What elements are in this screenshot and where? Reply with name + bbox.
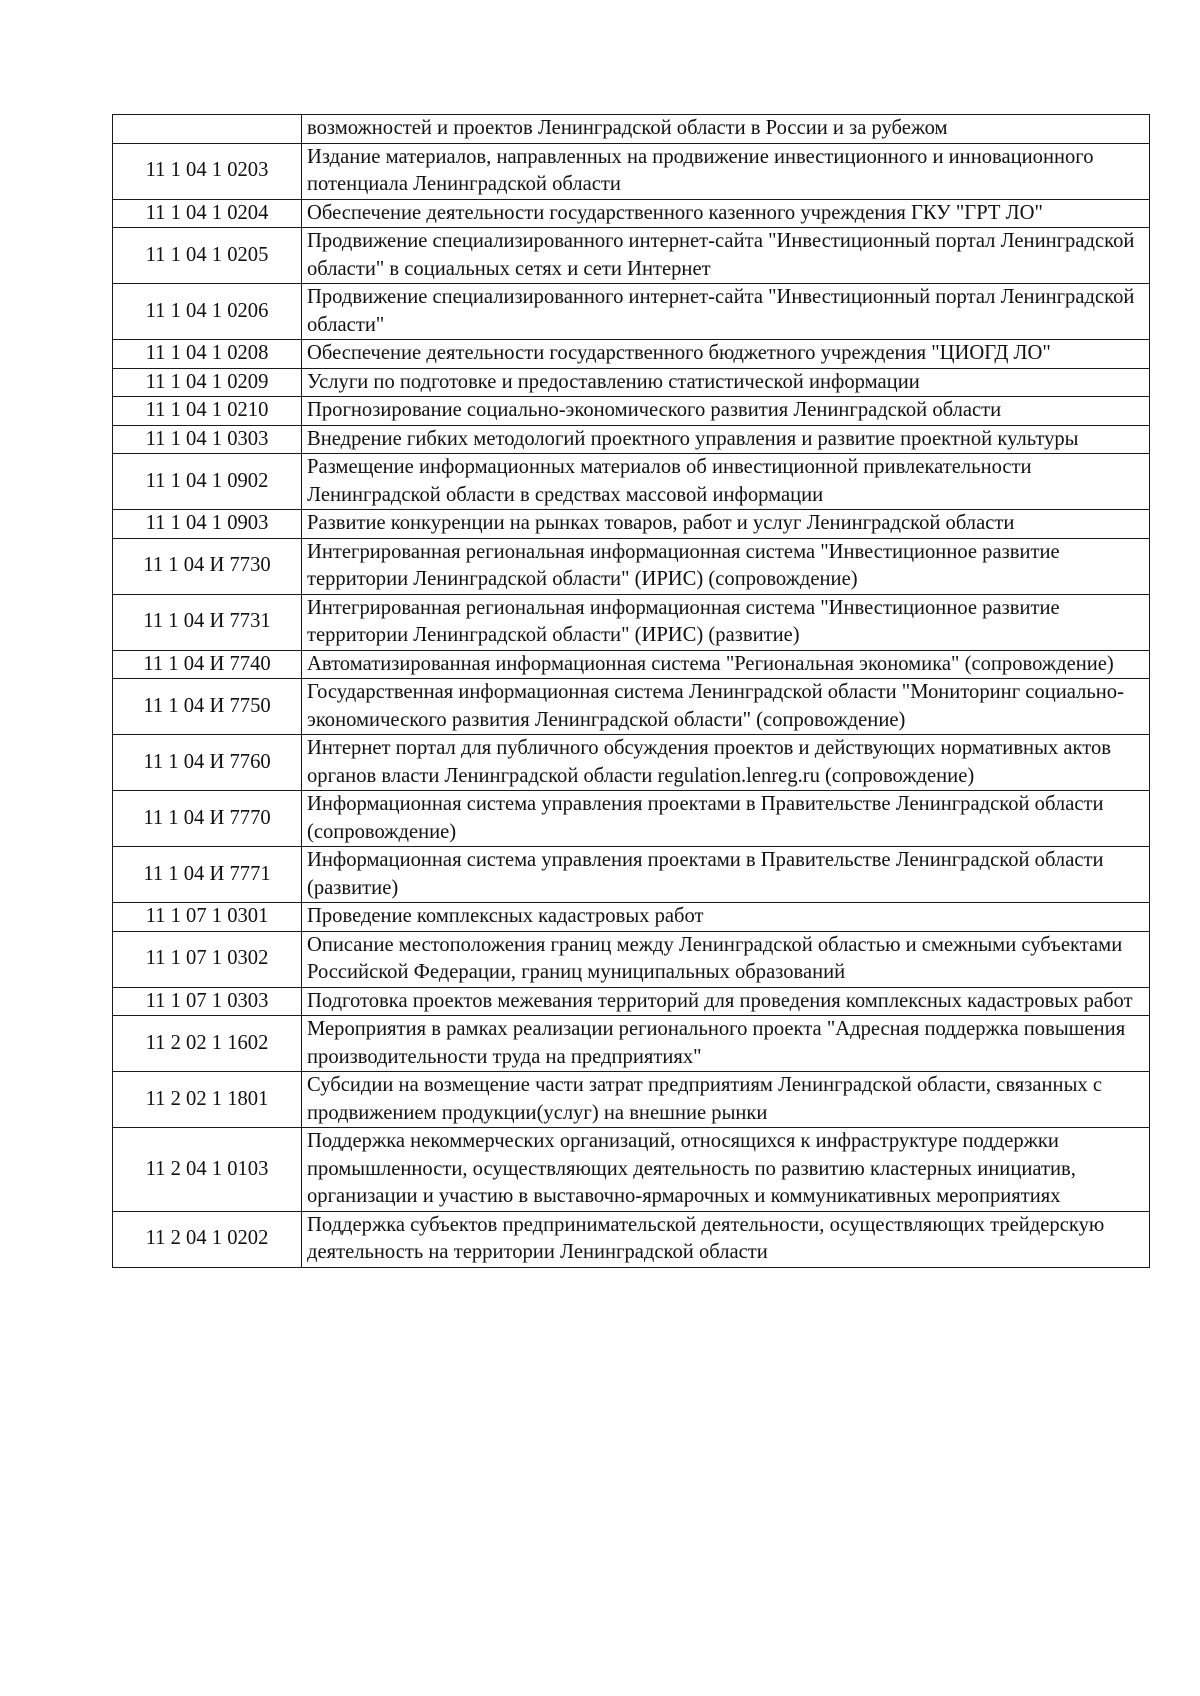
row-description: Прогнозирование социально-экономического развития Ленинградской области xyxy=(302,397,1150,426)
table-row xyxy=(113,987,1150,1016)
table-row xyxy=(113,228,1150,284)
row-code: 11 1 04 И 7731 xyxy=(113,594,302,650)
table-row xyxy=(113,679,1150,735)
row-code: 11 2 02 1 1801 xyxy=(113,1072,302,1128)
table-row xyxy=(113,1016,1150,1072)
table-row xyxy=(113,199,1150,228)
row-description: Развитие конкуренции на рынках товаров, работ и услуг Ленинградской области xyxy=(302,510,1150,539)
row-code: 11 1 04 1 0903 xyxy=(113,510,302,539)
row-code: 11 1 07 1 0302 xyxy=(113,931,302,987)
row-code: 11 1 04 1 0206 xyxy=(113,284,302,340)
table-row xyxy=(113,284,1150,340)
table-row xyxy=(113,454,1150,510)
row-code: 11 1 04 1 0303 xyxy=(113,425,302,454)
row-description: Описание местоположения границ между Ленинградской областью и смежными субъектами Российской Федерации, границ муниципальных образований xyxy=(302,931,1150,987)
table-row xyxy=(113,143,1150,199)
row-description: Обеспечение деятельности государственного казенного учреждения ГКУ "ГРТ ЛО" xyxy=(302,199,1150,228)
row-description: Поддержка некоммерческих организаций, относящихся к инфраструктуре поддержки промышленности, осуществляющих деятельность по развитию кластерных инициатив, организации и участию в выставочно-ярмарочных и коммуникативных мероприятиях xyxy=(302,1128,1150,1212)
row-code: 11 1 07 1 0303 xyxy=(113,987,302,1016)
row-code: 11 1 04 И 7730 xyxy=(113,538,302,594)
row-description: Информационная система управления проектами в Правительстве Ленинградской области (сопровождение) xyxy=(302,791,1150,847)
row-description: Продвижение специализированного интернет-сайта "Инвестиционный портал Ленинградской области" xyxy=(302,284,1150,340)
row-description: Проведение комплексных кадастровых работ xyxy=(302,903,1150,932)
table-row xyxy=(113,594,1150,650)
row-code xyxy=(113,115,302,144)
row-code: 11 1 04 1 0205 xyxy=(113,228,302,284)
row-code: 11 1 04 И 7770 xyxy=(113,791,302,847)
table-row xyxy=(113,425,1150,454)
row-description: Мероприятия в рамках реализации регионального проекта "Адресная поддержка повышения производительности труда на предприятиях" xyxy=(302,1016,1150,1072)
table-row xyxy=(113,791,1150,847)
table-row xyxy=(113,1128,1150,1212)
table-row xyxy=(113,1072,1150,1128)
row-description: Интернет портал для публичного обсуждения проектов и действующих нормативных актов органов власти Ленинградской области regulation.lenreg.ru (сопровождение) xyxy=(302,735,1150,791)
table-row xyxy=(113,538,1150,594)
table-body xyxy=(113,115,1150,1268)
row-description: Услуги по подготовке и предоставлению статистической информации xyxy=(302,368,1150,397)
table-row xyxy=(113,650,1150,679)
row-code: 11 1 04 1 0210 xyxy=(113,397,302,426)
row-description: Подготовка проектов межевания территорий для проведения комплексных кадастровых работ xyxy=(302,987,1150,1016)
table-row xyxy=(113,115,1150,144)
table-row xyxy=(113,340,1150,369)
row-code: 11 2 04 1 0202 xyxy=(113,1211,302,1267)
row-code: 11 2 02 1 1602 xyxy=(113,1016,302,1072)
row-description: Внедрение гибких методологий проектного управления и развитие проектной культуры xyxy=(302,425,1150,454)
row-code: 11 1 04 И 7740 xyxy=(113,650,302,679)
row-description: Интегрированная региональная информационная система "Инвестиционное развитие территории Ленинградской области" (ИРИС) (развитие) xyxy=(302,594,1150,650)
row-code: 11 1 04 1 0203 xyxy=(113,143,302,199)
row-description: возможностей и проектов Ленинградской области в России и за рубежом xyxy=(302,115,1150,144)
row-description: Субсидии на возмещение части затрат предприятиям Ленинградской области, связанных с продвижением продукции(услуг) на внешние рынки xyxy=(302,1072,1150,1128)
row-code: 11 1 07 1 0301 xyxy=(113,903,302,932)
row-description: Обеспечение деятельности государственного бюджетного учреждения "ЦИОГД ЛО" xyxy=(302,340,1150,369)
row-code: 11 1 04 И 7760 xyxy=(113,735,302,791)
row-description: Автоматизированная информационная система "Региональная экономика" (сопровождение) xyxy=(302,650,1150,679)
table-row xyxy=(113,847,1150,903)
row-description: Информационная система управления проектами в Правительстве Ленинградской области (развитие) xyxy=(302,847,1150,903)
row-description: Интегрированная региональная информационная система "Инвестиционное развитие территории Ленинградской области" (ИРИС) (сопровождение) xyxy=(302,538,1150,594)
table-row xyxy=(113,735,1150,791)
table-row xyxy=(113,510,1150,539)
row-code: 11 2 04 1 0103 xyxy=(113,1128,302,1212)
row-code: 11 1 04 1 0209 xyxy=(113,368,302,397)
row-description: Государственная информационная система Ленинградской области "Мониторинг социально-экономического развития Ленинградской области" (сопровождение) xyxy=(302,679,1150,735)
row-description: Размещение информационных материалов об инвестиционной привлекательности Ленинградской области в средствах массовой информации xyxy=(302,454,1150,510)
budget-code-table xyxy=(112,114,1150,1268)
row-description: Продвижение специализированного интернет-сайта "Инвестиционный портал Ленинградской области" в социальных сетях и сети Интернет xyxy=(302,228,1150,284)
row-code: 11 1 04 1 0204 xyxy=(113,199,302,228)
row-code: 11 1 04 И 7771 xyxy=(113,847,302,903)
row-code: 11 1 04 1 0902 xyxy=(113,454,302,510)
table-row xyxy=(113,903,1150,932)
table-row xyxy=(113,368,1150,397)
row-code: 11 1 04 И 7750 xyxy=(113,679,302,735)
table-row xyxy=(113,931,1150,987)
row-code: 11 1 04 1 0208 xyxy=(113,340,302,369)
table-row xyxy=(113,397,1150,426)
row-description: Поддержка субъектов предпринимательской деятельности, осуществляющих трейдерскую деятельность на территории Ленинградской области xyxy=(302,1211,1150,1267)
row-description: Издание материалов, направленных на продвижение инвестиционного и инновационного потенциала Ленинградской области xyxy=(302,143,1150,199)
table-row xyxy=(113,1211,1150,1267)
